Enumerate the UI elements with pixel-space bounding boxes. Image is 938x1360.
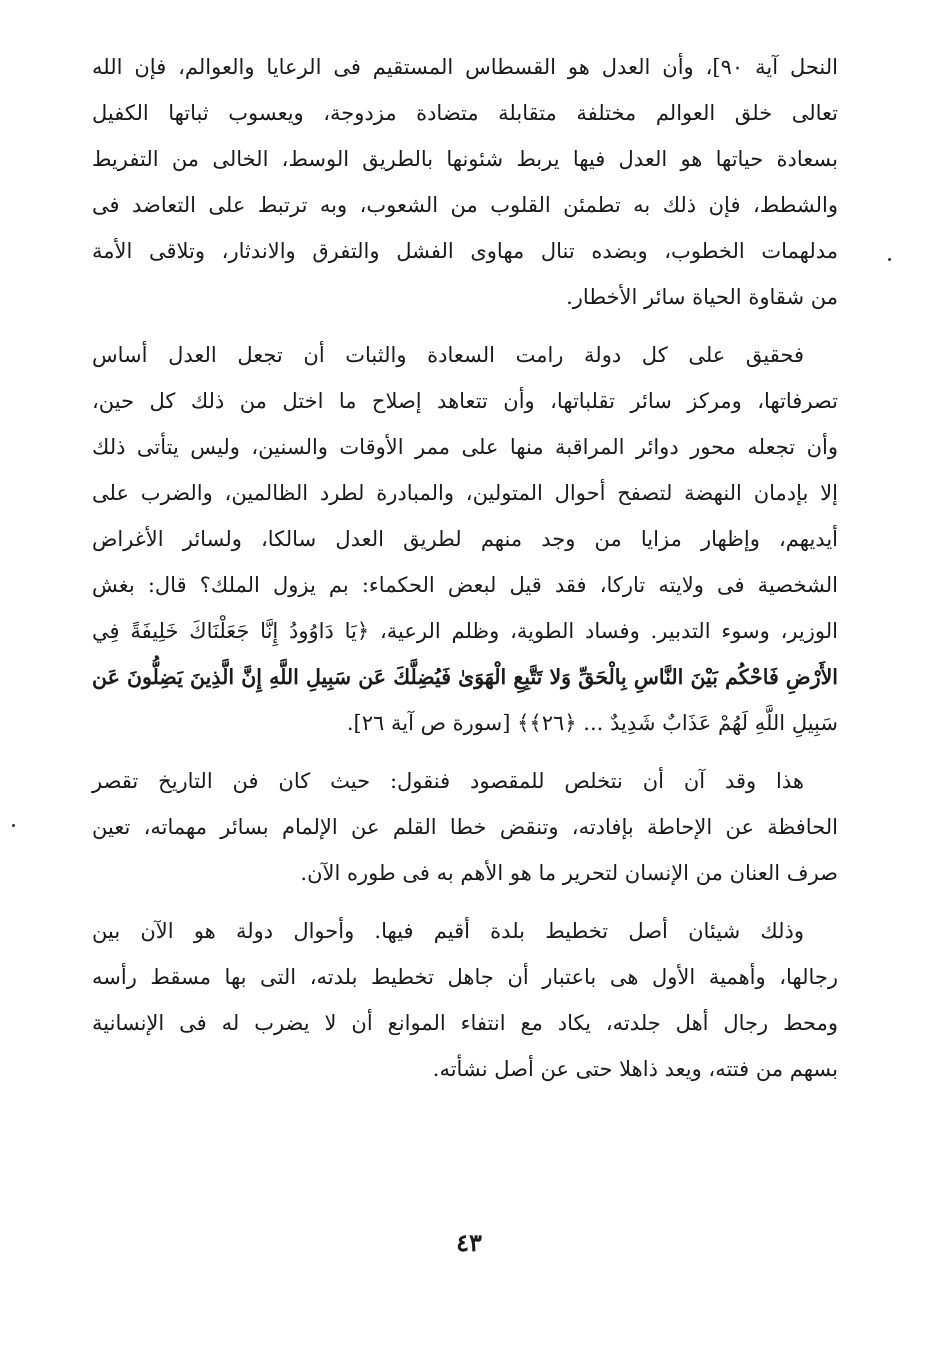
- text-line: صرف العنان من الإنسان لتحرير ما هو الأهم به فى طوره الآن.: [300, 861, 838, 885]
- text-line: بسعادة حياتها هو العدل فيها يربط شئونها بالطريق الوسط، الخالى من التفريط: [92, 147, 838, 171]
- text-line: هذا وقد آن أن نتخلص للمقصود فنقول: حيث كان فن التاريخ تقصر: [92, 769, 804, 793]
- text-line: أيديهم، وإظهار مزايا من وجد منهم لطريق العدل سالكا، ولسائر الأغراض: [92, 527, 838, 551]
- page-number: ٤٣: [456, 1228, 482, 1257]
- text-line: تصرفاتها، ومركز سائر تقلباتها، وأن تتعاهد إصلاح ما اختل من ذلك كل حين،: [92, 389, 838, 413]
- text-line: الحافظة عن الإحاطة بإفادته، وتنقض خطا القلم عن الإلمام بسائر مهماته، تعين: [92, 815, 838, 839]
- text-line: ومحط رجال أهل جلدته، يكاد مع انتفاء الموانع أن لا يضرب له فى الإنسانية: [92, 1011, 838, 1035]
- paragraph-1: [92, 44, 838, 320]
- text-line: من شقاوة الحياة سائر الأخطار.: [566, 285, 838, 309]
- text-line: فحقيق على كل دولة رامت السعادة والثبات أن تجعل العدل أساس: [92, 343, 804, 367]
- text-line: وذلك شيئان أصل تخطيط بلدة أقيم فيها. وأحوال دولة هو الآن بين: [92, 919, 804, 943]
- paragraph-3: [92, 758, 838, 896]
- text-line: الوزير، وسوء التدبير. وفساد الطوية، وظلم الرعية، ﴿يَا دَاوُودُ إِنَّا جَعَلْنَاكَ خَلِيفَةً فِي: [92, 619, 838, 643]
- text-line: الشخصية فى ولايته تاركا، فقد قيل لبعض الحكماء: بم يزول الملك؟ قال: بغش: [92, 573, 838, 597]
- scan-speck: [12, 824, 15, 827]
- text-line: والشطط، فإن ذلك به تطمئن القلوب من الشعوب، وبه ترتبط على التعاضد فى: [92, 193, 838, 217]
- text-line: تعالى خلق العوالم مختلفة متقابلة متضادة مزدوجة، ويعسوب ثباتها الكفيل: [92, 101, 838, 125]
- paragraph-2: [92, 332, 838, 746]
- text-line: النحل آية ٩٠]، وأن العدل هو القسطاس المستقيم فى الرعايا والعوالم، فإن الله: [92, 55, 838, 79]
- paragraph-4: [92, 908, 838, 1092]
- quran-verse-line: سَبِيلِ اللَّهِ لَهُمْ عَذَابٌ شَدِيدٌ ... ﴿٢٦﴾﴾ [سورة ص آية ٢٦].: [346, 711, 838, 735]
- text-line: وأن تجعله محور دوائر المراقبة منها على ممر الأوقات والسنين، وليس يتأتى ذلك: [92, 435, 838, 459]
- text-line: إلا بإدمان النهضة لتصفح أحوال المتولين، والمبادرة لطرد الظالمين، والضرب على: [92, 481, 838, 505]
- text-line: بسهم من فتته، ويعد ذاهلا حتى عن أصل نشأته.: [432, 1057, 838, 1081]
- scan-speck: [888, 258, 891, 261]
- quran-verse-line: الأَرْضِ فَاحْكُم بَيْنَ النَّاسِ بِالْحَقِّ وَلا تَتَّبِعِ الْهَوَىٰ فَيُضِلَّكَ عَن سَبِيلِ اللَّهِ إِنَّ الَّذِينَ يَضِلُّونَ عَن: [92, 665, 838, 689]
- text-line: مدلهمات الخطوب، وبضده تنال مهاوى الفشل والتفرق والاندثار، وتلاقى الأمة: [92, 239, 838, 263]
- text-line: رجالها، وأهمية الأول هى باعتبار أن جاهل تخطيط بلدته، التى بها مسقط رأسه: [92, 965, 838, 989]
- page-body: [92, 44, 838, 1104]
